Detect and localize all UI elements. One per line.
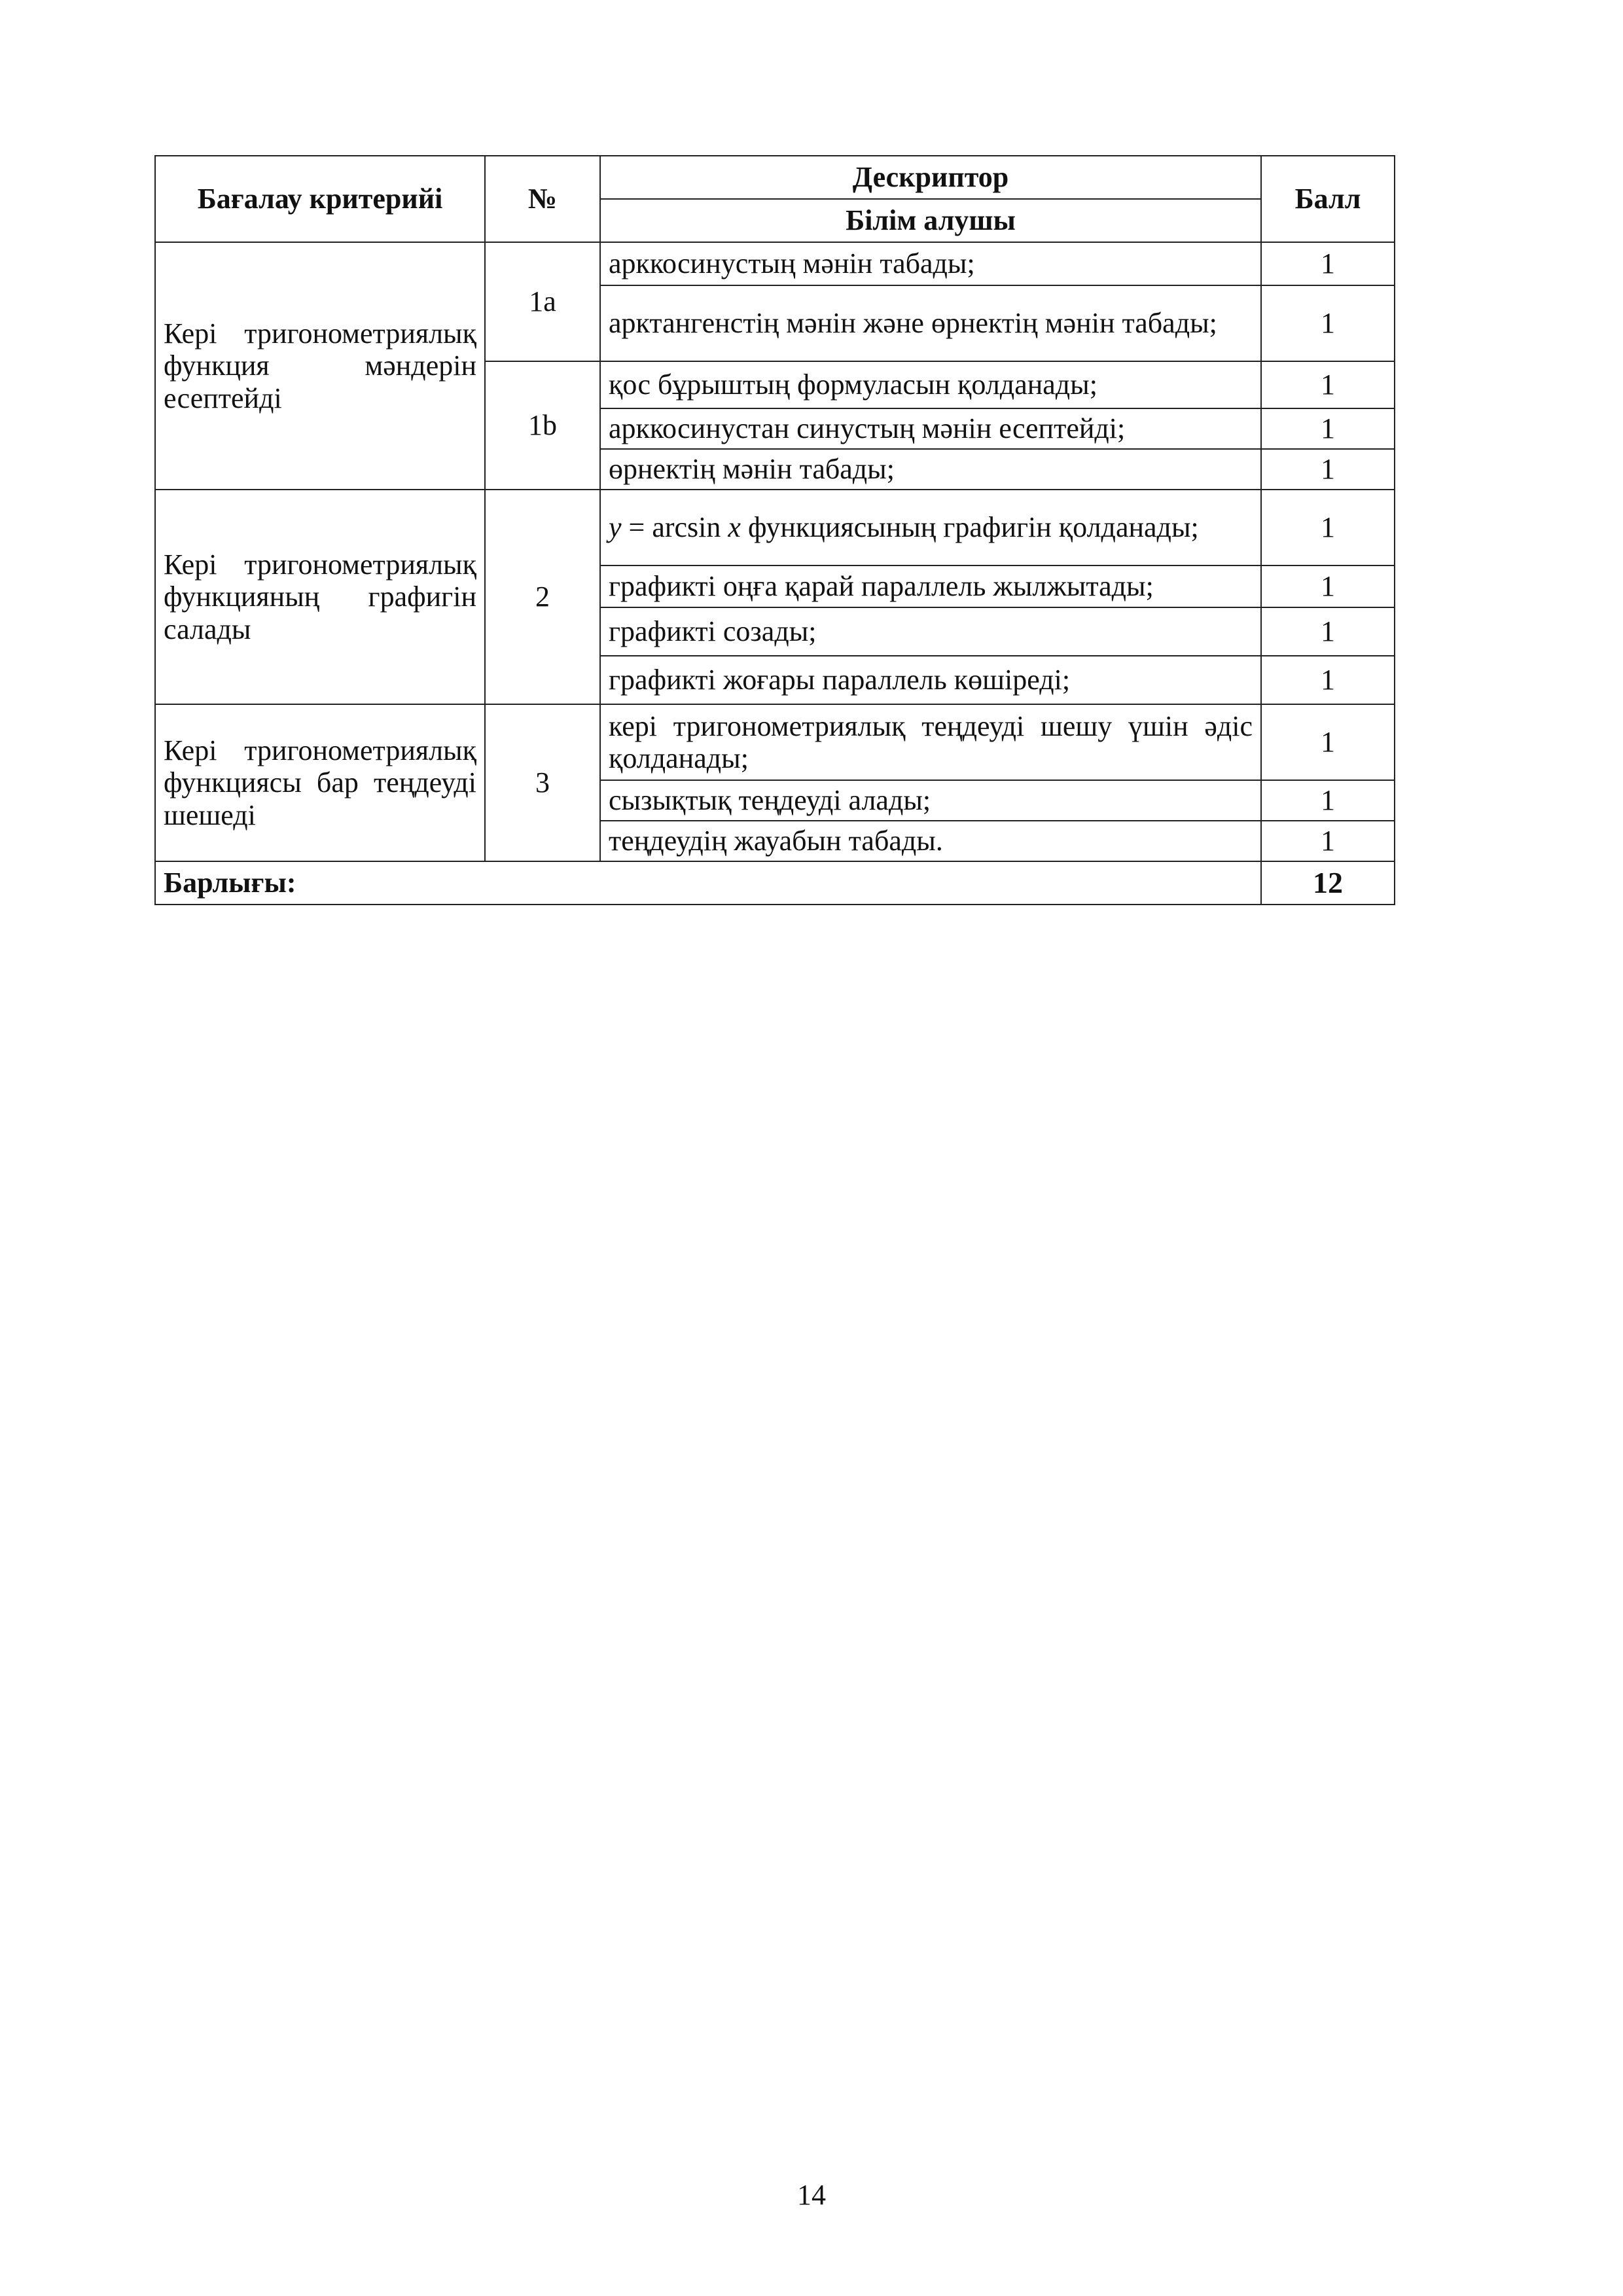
table-row — [155, 704, 1395, 780]
score-cell: 1 — [1261, 361, 1395, 408]
table-body — [155, 242, 1395, 905]
score-cell: 1 — [1261, 565, 1395, 607]
descriptor-cell: кері тригонометриялық теңдеуді шешу үшін әдіс қолданады; — [600, 704, 1261, 780]
descriptor-cell: графикті оңға қарай параллель жылжытады; — [600, 565, 1261, 607]
task-number-cell: 2 — [485, 490, 600, 704]
descriptor-cell: графикті созады; — [600, 607, 1261, 656]
score-cell: 1 — [1261, 242, 1395, 285]
descriptor-cell: графикті жоғары параллель көшіреді; — [600, 656, 1261, 704]
header-criterion: Бағалау критерийі — [155, 156, 485, 242]
criterion-cell: Кері тригонометриялық функция мәндерін есептейді — [155, 242, 485, 490]
descriptor-cell: арккосинустың мәнін табады; — [600, 242, 1261, 285]
task-number-cell: 3 — [485, 704, 600, 861]
descriptor-cell: теңдеудің жауабын табады. — [600, 821, 1261, 861]
score-cell: 1 — [1261, 704, 1395, 780]
table-header — [155, 156, 1395, 242]
descriptor-cell: өрнектің мәнін табады; — [600, 449, 1261, 490]
score-cell: 1 — [1261, 780, 1395, 821]
page-number: 14 — [797, 2179, 826, 2211]
score-cell: 1 — [1261, 408, 1395, 449]
descriptor-cell: арккосинустан синустың мәнін есептейді; — [600, 408, 1261, 449]
score-cell: 1 — [1261, 449, 1395, 490]
criterion-cell: Кері тригонометриялық функциясы бар теңдеуді шешеді — [155, 704, 485, 861]
task-number-cell: 1b — [485, 361, 600, 490]
score-cell: 1 — [1261, 656, 1395, 704]
table-row — [155, 242, 1395, 285]
descriptor-cell: қос бұрыштың формуласын қолданады; — [600, 361, 1261, 408]
total-score: 12 — [1261, 861, 1395, 905]
table-row — [155, 490, 1395, 565]
header-number: № — [485, 156, 600, 242]
score-cell: 1 — [1261, 490, 1395, 565]
score-cell: 1 — [1261, 285, 1395, 361]
total-row — [155, 861, 1395, 905]
total-label: Барлығы: — [155, 861, 1261, 905]
score-cell: 1 — [1261, 821, 1395, 861]
header-descriptor: Дескриптор — [600, 156, 1261, 199]
header-descriptor-learner: Білім алушы — [600, 199, 1261, 242]
descriptor-cell: y = arcsin x функциясының графигін қолданады; — [600, 490, 1261, 565]
task-number-cell: 1a — [485, 242, 600, 361]
descriptor-cell: сызықтық теңдеуді алады; — [600, 780, 1261, 821]
descriptor-cell: арктангенстің мәнін және өрнектің мәнін табады; — [600, 285, 1261, 361]
score-cell: 1 — [1261, 607, 1395, 656]
header-score: Балл — [1261, 156, 1395, 242]
assessment-rubric-table — [154, 155, 1395, 905]
criterion-cell: Кері тригонометриялық функцияның графигін салады — [155, 490, 485, 704]
